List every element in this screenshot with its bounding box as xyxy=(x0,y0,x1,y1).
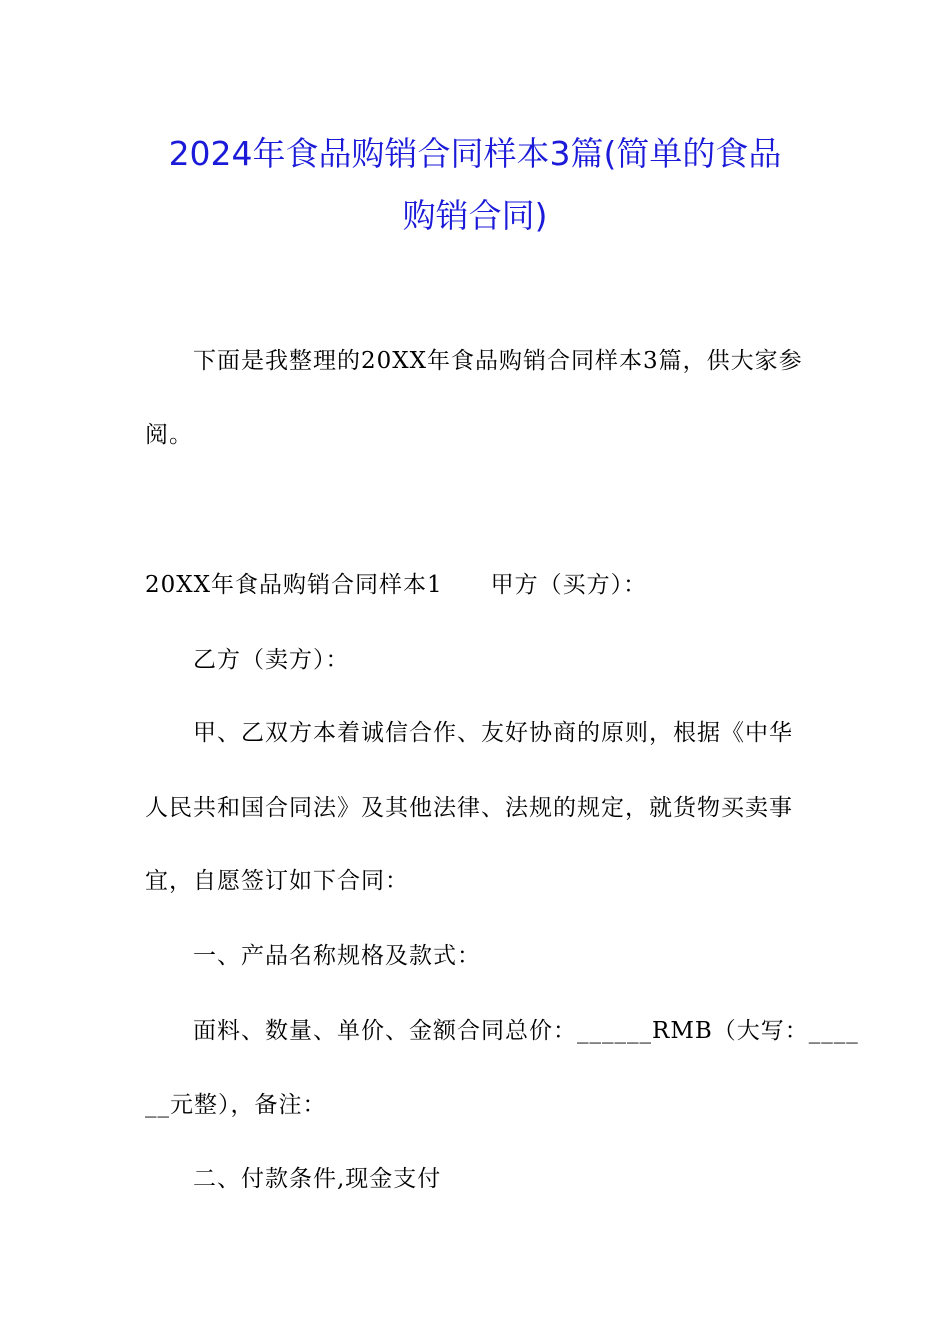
intro-paragraph-line-2: 阅。 xyxy=(145,422,193,448)
preamble-line-3: 宜，自愿签订如下合同： xyxy=(145,868,409,894)
document-title-line-2: 购销合同) xyxy=(402,196,548,235)
intro-paragraph-line-1: 下面是我整理的20XX年食品购销合同样本3篇，供大家参 xyxy=(193,348,803,374)
document-title-line-1: 2024年食品购销合同样本3篇(简单的食品 xyxy=(168,134,782,173)
preamble-line-1: 甲、乙双方本着诚信合作、友好协商的原则，根据《中华 xyxy=(193,720,793,746)
preamble-line-2: 人民共和国合同法》及其他法律、法规的规定，就货物买卖事 xyxy=(145,795,793,821)
section-1-line-2: __元整），备注： xyxy=(145,1092,327,1118)
sample-1-heading: 20XX年食品购销合同样本1 甲方（买方）： xyxy=(145,572,648,598)
section-1-line-1: 面料、数量、单价、金额合同总价：______RMB（大写：____ xyxy=(193,1018,859,1044)
section-2-heading: 二、付款条件,现金支付 xyxy=(193,1166,442,1192)
party-b-label: 乙方（卖方）： xyxy=(193,647,350,673)
section-1-heading: 一、产品名称规格及款式： xyxy=(193,943,481,969)
